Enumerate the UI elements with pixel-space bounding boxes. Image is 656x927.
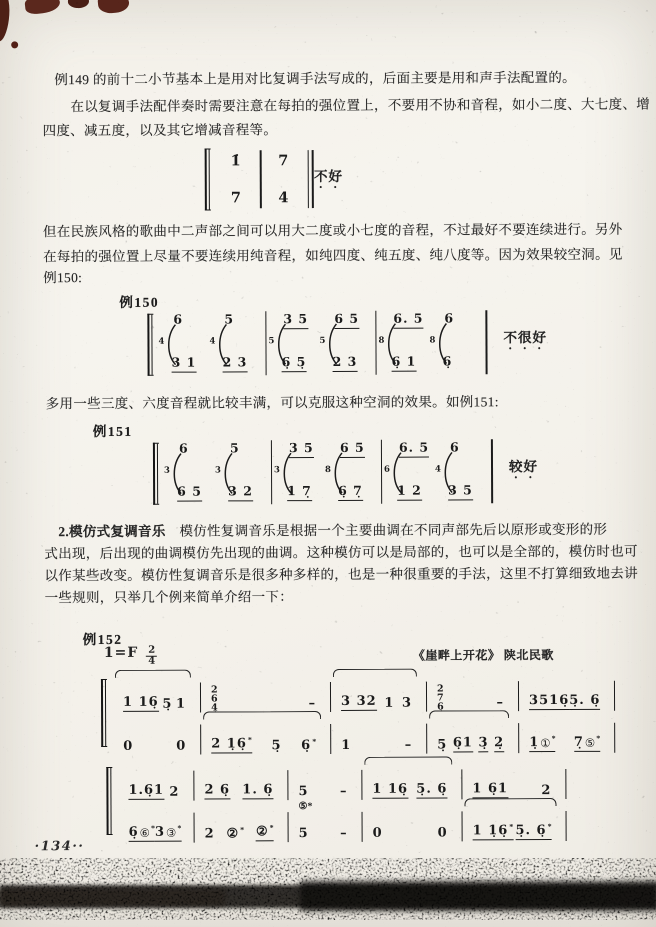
phrase-bracket <box>429 710 509 718</box>
note-value: 5̣ <box>437 737 448 753</box>
note-token <box>453 735 473 753</box>
note-token <box>436 683 444 713</box>
emphasis-dot: · <box>528 470 533 485</box>
emphasized-char <box>517 330 532 356</box>
paragraph-line: 四度、减五度，以及其它增减音程等。 <box>42 122 278 139</box>
emphasized-char <box>508 459 523 485</box>
note-value: 0 <box>123 738 134 754</box>
measure <box>201 682 331 713</box>
note-token <box>204 782 230 800</box>
char: 好 <box>532 330 546 346</box>
measure <box>463 811 567 841</box>
measure <box>266 311 376 375</box>
note-value: 6̣ <box>128 824 139 840</box>
paragraph-line <box>58 521 607 540</box>
note-value: 1 <box>341 737 352 753</box>
note-value: 1.6̣1 <box>128 782 165 798</box>
note-value: 3̣ <box>478 734 489 750</box>
interval-group <box>158 312 205 376</box>
note-token <box>340 826 348 841</box>
torn-edge-mark <box>0 0 12 42</box>
lower-note: 7 <box>230 189 241 207</box>
emphasized-char <box>503 330 517 356</box>
measure <box>462 769 566 799</box>
emphasized-char <box>328 168 342 194</box>
note-value: 1 <box>175 696 187 712</box>
interval-number: 8 <box>378 335 385 346</box>
note-token <box>162 697 172 712</box>
voice-row-bot <box>113 723 615 755</box>
note-token <box>437 737 447 752</box>
emphasized-char <box>313 168 328 194</box>
upper-voice-notes: 6. 5 <box>399 440 429 458</box>
note-value: 5 <box>298 826 309 842</box>
measure <box>519 681 615 711</box>
voice-row-top <box>118 769 566 813</box>
measure <box>156 311 266 375</box>
emphasis-dot: · <box>508 341 513 356</box>
note-token <box>416 781 447 799</box>
note-token <box>478 735 488 753</box>
emphasis-dot: · <box>318 179 323 194</box>
interval-group <box>268 311 315 375</box>
emphasized-char <box>523 459 538 485</box>
lower-voice-notes: 3 5 <box>448 482 473 500</box>
lower-voice-notes: 1 2 <box>397 483 422 501</box>
ornament-mark: * <box>269 822 274 832</box>
ornament-mark: * <box>551 733 556 743</box>
note-value: 1. 6̣ <box>242 781 274 797</box>
note-value: 6̣ <box>301 738 312 754</box>
note-value: 0 <box>437 825 448 841</box>
note-value: 1 16̣ <box>372 781 409 797</box>
note-token <box>226 826 244 841</box>
note-token <box>373 826 383 841</box>
lower-voice-notes: 3 1 <box>172 355 197 373</box>
note-token <box>271 738 281 753</box>
chord-mark-below: ⑤* <box>298 801 313 813</box>
note-token <box>515 823 551 841</box>
note-token <box>473 823 514 841</box>
measure <box>113 683 201 713</box>
note-value: 5̣ <box>162 696 173 712</box>
example-interval-bad <box>205 147 343 212</box>
meter-numerator: 2 <box>146 646 157 657</box>
char: 好 <box>523 459 538 475</box>
note-value: 3 <box>401 695 413 711</box>
paragraph-line: 例149 的前十二小节基本上是用对比复调手法写成的，后面主要是用和声手法配置的。 <box>54 69 576 88</box>
interval-group <box>384 440 431 504</box>
meter-denominator: 4 <box>148 655 156 667</box>
upper-voice-notes: 6 <box>449 439 460 455</box>
note-value: 6̣1 <box>452 734 473 750</box>
note-value: – <box>339 783 348 799</box>
upper-voice-notes: 3 5 <box>283 311 308 329</box>
example-151-notation <box>153 439 538 505</box>
note-token <box>301 738 316 753</box>
example-150-notation <box>147 310 547 376</box>
torn-edge-mark <box>24 0 61 15</box>
note-value: 2 6̣ <box>204 781 231 798</box>
phrase-bracket <box>203 711 321 720</box>
chord-mark: ⑥ <box>139 825 150 840</box>
emphasis-dot: · <box>537 341 542 356</box>
note-token <box>210 684 218 714</box>
system-bracket <box>101 679 107 747</box>
scan-artifact-band <box>0 889 225 906</box>
note-value: 1̣ <box>529 734 540 750</box>
key-signature <box>104 645 157 666</box>
score-system-1 <box>95 665 625 767</box>
upper-voice-notes: 6 5 <box>340 440 365 458</box>
emphasized-char <box>532 330 546 356</box>
note-token <box>256 824 274 842</box>
lower-voice-notes: 6 5 <box>177 484 202 502</box>
upper-voice-notes: 6 <box>178 440 189 456</box>
ornament-mark: * <box>547 821 552 831</box>
note-token <box>176 739 186 754</box>
note-token <box>569 692 600 710</box>
song-title: 《崖畔上开花》 <box>412 648 501 663</box>
phrase-bracket <box>115 670 191 678</box>
note-value: 1 6̣1 <box>472 780 509 796</box>
note-value: – <box>308 696 317 712</box>
measure <box>113 725 201 755</box>
torn-edge-mark <box>68 0 90 9</box>
measure <box>162 440 272 504</box>
interval-group <box>429 310 476 374</box>
chord-mark: ① <box>540 735 551 750</box>
torn-edge-mark <box>11 41 18 48</box>
chord-digit: 6̣ <box>437 701 444 713</box>
note-value: 2 1̣6̣ <box>211 735 247 752</box>
emphasis-dot: · <box>522 341 527 356</box>
ornament-mark: * <box>177 823 182 833</box>
upper-voice-notes: 5 <box>224 311 235 327</box>
char: 较 <box>508 459 523 475</box>
lower-voice-notes: 6̣ <box>442 353 453 369</box>
note-token <box>123 694 159 712</box>
paragraph-line: 在以复调手法配伴奏时需要注意在每拍的强位置上，不要用不协和音程，如小二度、大七度、增 <box>70 96 651 115</box>
chord-digit: 4̣ <box>211 702 218 714</box>
chord-stack <box>437 684 444 711</box>
lower-voice-notes: 1 7̣ <box>287 483 312 501</box>
chord-digit: 2 <box>436 683 444 695</box>
measure <box>382 439 493 503</box>
interval-number: 4 <box>158 336 165 347</box>
interval-number: 3 <box>164 465 170 476</box>
measure <box>118 771 194 801</box>
system-bracket <box>205 149 211 211</box>
note-value: 5̣. 6̣ <box>515 822 547 838</box>
note-token <box>529 735 555 753</box>
interval-number: 8 <box>325 464 331 476</box>
measure <box>427 681 519 711</box>
phrase-bracket <box>464 798 556 806</box>
note-token <box>299 826 309 841</box>
measures <box>156 310 487 375</box>
note-value: 1 <box>384 695 395 711</box>
measure <box>331 724 427 754</box>
char: 不 <box>503 330 517 346</box>
measure <box>201 724 331 755</box>
note-token <box>123 739 133 754</box>
interval-group <box>164 441 211 505</box>
note-value: 1 16̣ <box>123 694 159 710</box>
measure <box>519 723 615 753</box>
paragraph-line: 以作某些改变。模仿性复调音乐是很多种多样的，也是一种很重要的手法，这里不打算细致地去讲 <box>44 565 638 584</box>
note-value: 1 1̣6̣ <box>472 822 509 838</box>
note-token <box>205 826 215 841</box>
note-token <box>129 824 155 842</box>
note-token <box>155 824 181 842</box>
measure <box>119 813 195 843</box>
note-value: 5̣. 6̣ <box>416 780 448 797</box>
interval-number: 8 <box>429 335 436 346</box>
phrase-bracket <box>333 669 417 677</box>
system-bracket <box>153 443 159 505</box>
measure <box>376 310 487 374</box>
char: 好 <box>328 168 342 184</box>
torn-edge-mark <box>97 0 130 14</box>
upper-note: 7 <box>278 152 289 170</box>
page-number: ·134·· <box>34 839 85 855</box>
score-system-2 <box>100 753 580 855</box>
bar-1-notes <box>227 152 245 206</box>
interval-group <box>435 439 482 503</box>
measure <box>427 723 519 753</box>
interval-group <box>325 440 372 504</box>
note-value: 3 32 <box>341 693 377 709</box>
verdict-label <box>313 168 343 194</box>
note-value: 3516̣ <box>529 692 570 708</box>
interval-group <box>319 311 366 375</box>
chord-digit: 7 <box>437 692 444 704</box>
measure <box>272 440 382 504</box>
voice-row-top <box>113 681 615 713</box>
time-signature <box>146 646 157 667</box>
note-token <box>405 738 413 753</box>
system-bracket <box>147 314 153 376</box>
interval-number: 3 <box>274 465 280 476</box>
note-token <box>529 692 569 710</box>
upper-note: 1̇ <box>230 152 241 170</box>
note-value: 0 <box>176 738 187 754</box>
chord-mark: ⑤ <box>584 735 596 750</box>
ornament-mark: * <box>312 737 317 747</box>
note-token <box>242 782 273 800</box>
interval-number: 5 <box>319 336 326 347</box>
upper-voice-notes: 6 5 <box>334 311 359 329</box>
note-value: 5̣ <box>271 738 282 754</box>
interval-group <box>215 440 262 504</box>
note-token <box>128 782 164 800</box>
note-value: 2̣ <box>494 734 505 750</box>
interval-number: 5 <box>268 336 275 347</box>
ornament-mark: * <box>509 821 514 831</box>
note-value: 5 <box>298 784 309 800</box>
paragraph-line: 例150: <box>43 270 83 286</box>
ornament-mark: * <box>596 733 601 743</box>
char: 不 <box>313 168 328 184</box>
note-token <box>211 736 252 754</box>
upper-voice-notes: 3 5 <box>289 440 314 458</box>
interval-group <box>378 311 425 375</box>
note-token <box>384 696 394 711</box>
note-token <box>176 697 186 712</box>
measure <box>194 770 288 800</box>
song-credit <box>413 646 554 664</box>
ornament-mark: * <box>247 734 252 744</box>
note-value: 2 <box>204 826 215 842</box>
note-value: 3 <box>154 824 166 840</box>
note-token <box>494 735 504 753</box>
verdict-label <box>503 330 547 356</box>
note-value: ② <box>255 823 269 839</box>
lower-voice-notes: 6̣ 1 <box>392 354 417 372</box>
note-token <box>497 695 505 710</box>
measure <box>363 811 463 841</box>
note-value: – <box>404 737 413 753</box>
interval-number: 3 <box>215 465 221 476</box>
note-value: 2 <box>541 783 552 799</box>
lower-voice-notes: 6̣ 7̣ <box>338 483 363 501</box>
paragraph-text: 模仿性复调音乐是根据一个主要曲调在不同声部先后以原形或变形的形 <box>165 521 608 539</box>
note-token <box>298 784 313 813</box>
example-151-heading: 例151 <box>92 423 133 440</box>
measure <box>195 812 289 842</box>
chord-digit: 6 <box>211 693 218 705</box>
note-value: 5̣. 6̣ <box>569 692 601 708</box>
measure <box>362 769 462 799</box>
note-token <box>341 738 351 753</box>
note-token <box>438 825 448 840</box>
interval-number: 4 <box>209 336 216 347</box>
interval-number: 4 <box>435 464 441 475</box>
key-label: 1=F <box>103 644 139 661</box>
note-token <box>541 783 551 798</box>
measures <box>162 439 493 504</box>
lower-voice-notes: 2 3 <box>223 354 248 372</box>
note-value: 7̣ <box>573 734 584 750</box>
note-token <box>340 784 348 799</box>
lower-voice-notes: 2 3 <box>333 354 358 372</box>
note-token <box>472 781 508 799</box>
bar-2-notes <box>274 152 292 206</box>
lower-voice-notes: 6̣ 5̣ <box>282 354 307 372</box>
example-150-heading: 例150 <box>119 294 160 310</box>
paragraph-line: 一些规则，只举几个例来简单介绍一下： <box>44 589 294 606</box>
lower-note: 4 <box>278 189 289 207</box>
measure <box>331 682 427 712</box>
paragraph-line: 在每拍的强位置上尽量不要连续用纯音程，如纯四度、纯五度、纯八度等。因为效果较空洞。见 <box>43 246 623 265</box>
upper-voice-notes: 6. 5 <box>393 311 423 329</box>
ornament-mark: * <box>240 825 245 835</box>
paragraph-line: 式出现，后出现的曲调模仿先出现的曲调。这种模仿可以是局部的，也可以是全部的，模仿时也可 <box>44 543 638 562</box>
system-bracket <box>106 767 112 835</box>
note-value: 2 <box>169 784 180 800</box>
song-source: 陕北民歌 <box>503 648 554 663</box>
note-token <box>341 693 377 711</box>
upper-voice-notes: 5 <box>229 440 240 456</box>
note-value: ② <box>226 826 240 842</box>
phrase-bracket <box>364 756 452 764</box>
barline <box>260 150 262 208</box>
chord-stack <box>211 685 218 712</box>
measure <box>289 812 363 842</box>
upper-voice-notes: 6 <box>444 310 455 326</box>
chord-digit: 2 <box>210 684 218 696</box>
example-152-heading: 例152 <box>82 631 123 648</box>
emphasis-dot: · <box>513 470 518 485</box>
note-value: – <box>496 695 505 711</box>
note-value: 0 <box>372 825 383 841</box>
note-token <box>574 734 600 752</box>
note-token <box>169 785 179 800</box>
char: 很 <box>517 330 532 346</box>
measure <box>288 770 362 813</box>
section-heading: 2.模仿式复调音乐 <box>58 523 166 540</box>
paragraph-line: 但在民族风格的歌曲中二声部之间可以用大二度或小七度的音程，不过最好不要连续进行。另外 <box>42 221 623 240</box>
note-token <box>402 696 412 711</box>
scan-artifact-band <box>300 881 656 911</box>
interval-group <box>274 440 321 504</box>
chord-mark: ③ <box>165 825 177 840</box>
ornament-mark: * <box>150 823 155 833</box>
interval-group <box>209 311 256 375</box>
paragraph-line: 多用一些三度、六度音程就比较丰满，可以克服这种空洞的效果。如例151: <box>45 394 499 412</box>
emphasis-dot: · <box>333 179 338 194</box>
verdict-label <box>508 459 538 485</box>
interval-number: 6 <box>384 464 390 475</box>
upper-voice-notes: 6 <box>173 311 184 327</box>
note-token <box>309 696 317 711</box>
lower-voice-notes: 3 2 <box>228 483 253 501</box>
voice-row-bot <box>119 811 567 843</box>
note-token <box>372 781 408 799</box>
note-value: – <box>340 825 348 841</box>
